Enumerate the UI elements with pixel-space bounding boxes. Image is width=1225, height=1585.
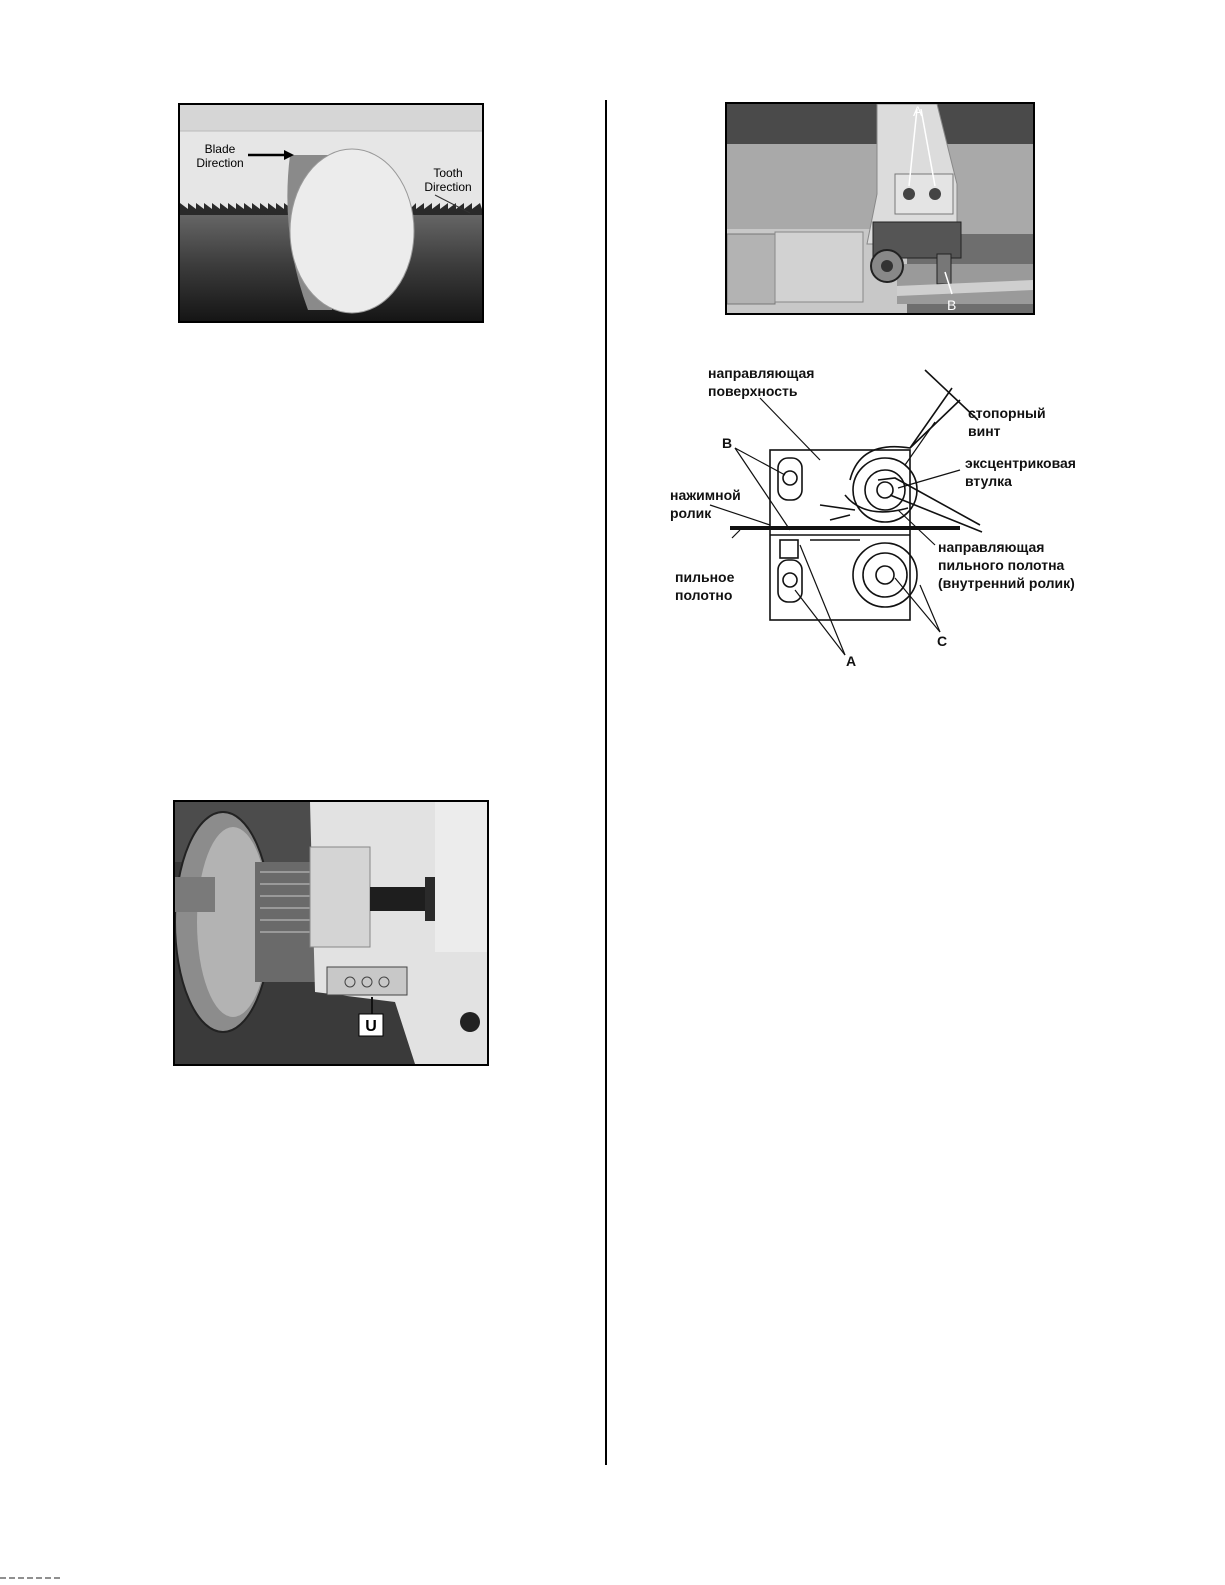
blade-direction-label-1: Blade: [204, 142, 236, 156]
eccentric-bushing-label-1: эксцентриковая: [965, 455, 1076, 471]
guide-surface-label-2: поверхность: [708, 383, 798, 399]
column-divider: [605, 100, 607, 1465]
guide-photo-label-a: A: [913, 104, 923, 119]
blade-guide-label-3: (внутренний ролик): [938, 575, 1075, 591]
guide-photo-label-b: B: [947, 297, 957, 313]
blade-guide-label-2: пильного полотна: [938, 557, 1065, 573]
diagram-label-a: A: [846, 653, 857, 669]
blade-direction-label-2: Direction: [196, 156, 244, 170]
diagram-label-b: B: [722, 435, 733, 451]
set-screw-label-2: винт: [968, 423, 1001, 439]
blade-guide-diagram-drawing: [660, 360, 1105, 670]
guide-surface-label-1: направляющая: [708, 365, 815, 381]
diagram-label-c: C: [937, 633, 948, 649]
saw-blade-label-2: полотно: [675, 587, 733, 603]
tooth-direction-label-2: Direction: [424, 180, 472, 194]
blade-guide-label-1: направляющая: [938, 539, 1045, 555]
blade-direction-illustration: [180, 105, 482, 321]
tooth-direction-label-1: Tooth: [433, 166, 463, 180]
level-label-u: U: [365, 1018, 377, 1035]
vise-level-photo: [173, 800, 489, 1066]
blade-direction-figure: [178, 103, 484, 323]
pressure-roller-label-2: ролик: [670, 505, 712, 521]
blade-guide-diagram: [660, 360, 1105, 670]
corner-mark: [0, 1576, 60, 1580]
workpiece-end-face: [290, 149, 414, 313]
set-screw-label-1: стопорный: [968, 405, 1046, 421]
blade-guide-photo-image: [727, 104, 1033, 313]
vise-level-photo-image: [175, 802, 487, 1064]
saw-blade-label-1: пильное: [675, 569, 735, 585]
eccentric-bushing-label-2: втулка: [965, 473, 1012, 489]
blade-guide-photo: [725, 102, 1035, 315]
pressure-roller-label-1: нажимной: [670, 487, 741, 503]
